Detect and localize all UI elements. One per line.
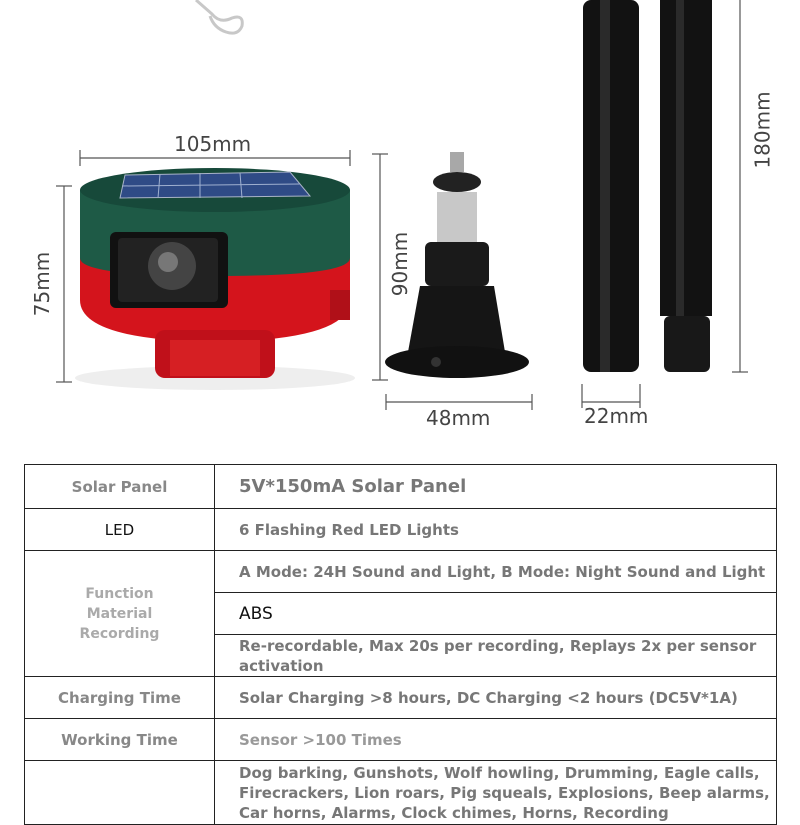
spec-value-recording: Re-recordable, Max 20s per recording, Replays 2x per sensor activation xyxy=(215,635,777,677)
mounting-poles xyxy=(583,0,712,372)
dim-mount-height: 90mm xyxy=(388,231,413,297)
spec-key-recording: Recording xyxy=(79,625,160,642)
spec-key-led: LED xyxy=(25,509,215,551)
spec-key-charging-time: Charging Time xyxy=(25,677,215,719)
spec-key-function: Function xyxy=(85,585,154,602)
table-row xyxy=(25,465,777,509)
spec-value-function: A Mode: 24H Sound and Light, B Mode: Night Sound and Light xyxy=(215,551,777,593)
keychain-clip xyxy=(196,0,242,33)
spec-key-material: Material xyxy=(86,605,153,622)
table-row xyxy=(25,551,777,593)
table-row xyxy=(25,761,777,825)
spec-value-solar-panel: 5V*150mA Solar Panel xyxy=(215,465,777,509)
dim-pole-height: 180mm xyxy=(750,91,775,169)
spec-value-sounds: Dog barking, Gunshots, Wolf howling, Drumming, Eagle calls, Firecrackers, Lion roars, Pig squeals, Explosions, Beep alarms, Car horns, Alarms, Clock chimes, Horns, Recording xyxy=(215,761,777,825)
spec-key-sounds xyxy=(25,761,215,825)
spec-table xyxy=(24,464,777,825)
dim-pole-width: 22mm xyxy=(584,404,649,428)
device-body xyxy=(75,168,355,390)
dim-mount-width: 48mm xyxy=(426,406,491,430)
spec-value-working-time: Sensor >100 Times xyxy=(215,719,777,761)
spec-value-led: 6 Flashing Red LED Lights xyxy=(215,509,777,551)
table-row xyxy=(25,719,777,761)
spec-key-group xyxy=(25,551,215,677)
spec-value-charging-time: Solar Charging >8 hours, DC Charging <2 hours (DC5V*1A) xyxy=(215,677,777,719)
dim-device-height: 75mm xyxy=(30,251,55,317)
spec-value-material: ABS xyxy=(215,593,777,635)
spec-key-working-time: Working Time xyxy=(25,719,215,761)
table-row xyxy=(25,677,777,719)
table-row xyxy=(25,509,777,551)
spec-key-solar-panel: Solar Panel xyxy=(25,465,215,509)
dim-device-width: 105mm xyxy=(174,132,252,156)
